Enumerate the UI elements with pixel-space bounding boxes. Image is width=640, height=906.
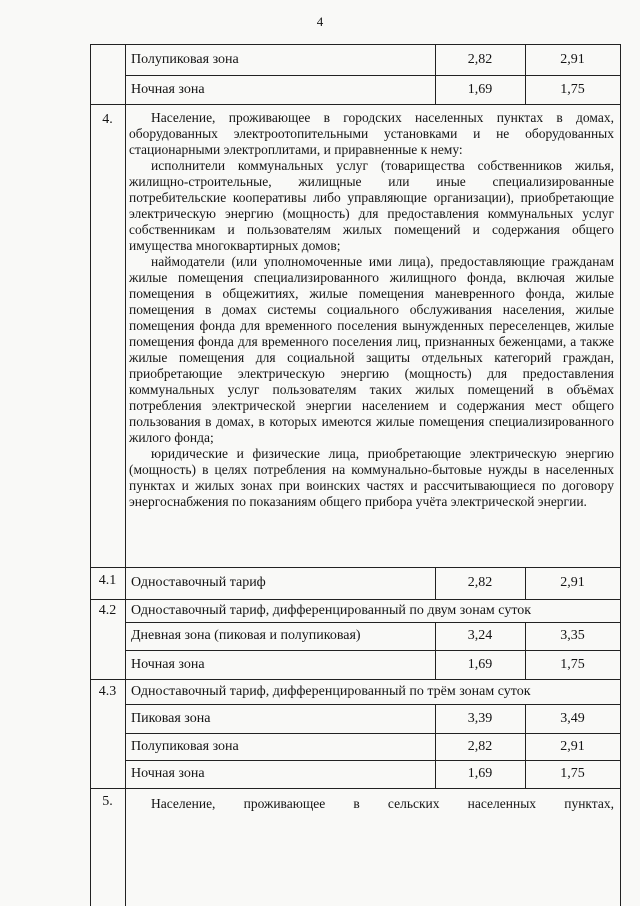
section-index: 4.1 [98, 573, 117, 588]
table-row-value: 2,82 [467, 575, 493, 590]
section-index: 4.3 [98, 683, 117, 699]
table-row-value: 3,24 [467, 628, 493, 643]
section-4-paragraph: исполнители коммунальных услуг (товарищества собственников жилья, жилищно-строительные, жилищные или иные специализированные потребительские кооперативы либо управляющие организации), приобретающие электрическую энергию (мощность) для предоставления коммунальных услуг собственникам и пользователям жилых помещений и содержания общего имущества многоквартирных домов; [129, 158, 614, 253]
section-5-text [129, 796, 614, 812]
table-row-value: 1,75 [560, 766, 585, 781]
table-section-header: Одноставочный тариф, дифференцированный по трём зонам суток [131, 683, 531, 699]
section-index: 4.2 [98, 602, 117, 618]
table-row-label: Полупиковая зона [131, 51, 239, 67]
section-4-paragraph: наймодатели (или уполномоченные ими лица), предоставляющие гражданам жилые помещения специализированного жилищного фонда, включая жилые помещения в общежитиях, жилые помещения маневренного фонда, жилые помещения в домах системы социального обслуживания населения, жилые помещения фонда для временного поселения вынужденных переселенцев, жилые помещения фонда для временного поселения лиц, признанных беженцами, а также жилые помещения для социальной защиты отдельных категорий граждан, приобретающие электрическую энергию (мощность) для предоставления коммунальных услуг пользователям таких жилых помещений в объёмах потребления электрической энергии населением и содержания мест общего пользования в домах, в которых имеются жилые помещения специализированного жилого фонда; [129, 254, 614, 445]
section-4-paragraph: Население, проживающее в городских населенных пунктах в домах, оборудованных электроотопительными установками и не оборудованных стационарными электроплитами, и приравненные к нему: [129, 110, 614, 157]
table-row-value: 3,49 [560, 710, 585, 726]
section-4-paragraph: юридические и физические лица, приобретающие электрическую энергию (мощность) в целях потребления на коммунально-бытовые нужды в населенных пунктах и жилых зонах при воинских частях и рассчитывающиеся по договору энергоснабжения по показаниям общего прибора учёта электрической энергии. [129, 446, 614, 509]
table-row-value: 1,75 [560, 656, 585, 672]
table-row-divider [90, 104, 620, 105]
table-row-value: 3,39 [467, 710, 493, 726]
tariff-table [90, 44, 620, 906]
page-number: 4 [316, 14, 324, 29]
table-row-value: 1,69 [467, 656, 493, 672]
table-row-value: 2,91 [560, 738, 585, 754]
table-row-label: Пиковая зона [131, 710, 211, 726]
table-row-value: 1,69 [467, 766, 493, 781]
table-row-label: Ночная зона [131, 656, 205, 672]
table-border-right [620, 44, 621, 906]
section-5-paragraph: Население, проживающее в сельских населенных пунктах, [151, 796, 614, 811]
table-row-label: Ночная зона [131, 766, 205, 781]
table-row-value: 1,69 [467, 81, 493, 97]
table-row-label: Одноставочный тариф [131, 575, 266, 590]
table-row-value: 3,35 [560, 628, 585, 643]
table-row-label: Ночная зона [131, 81, 205, 97]
table-row-value: 2,82 [467, 738, 493, 754]
table-section-header: Одноставочный тариф, дифференцированный по двум зонам суток [131, 602, 532, 618]
table-row-divider [90, 788, 620, 789]
table-row-value: 2,82 [467, 51, 493, 67]
table-row-value: 2,91 [560, 51, 585, 67]
section-index: 5. [102, 794, 113, 809]
table-row-value: 2,91 [560, 575, 585, 590]
table-row-value: 1,75 [560, 81, 585, 97]
table-row-label: Полупиковая зона [131, 738, 239, 754]
table-border-left [90, 44, 91, 906]
section-4-text [129, 110, 614, 510]
table-row-label: Дневная зона (пиковая и полупиковая) [131, 628, 361, 643]
section-index: 4. [102, 112, 113, 127]
